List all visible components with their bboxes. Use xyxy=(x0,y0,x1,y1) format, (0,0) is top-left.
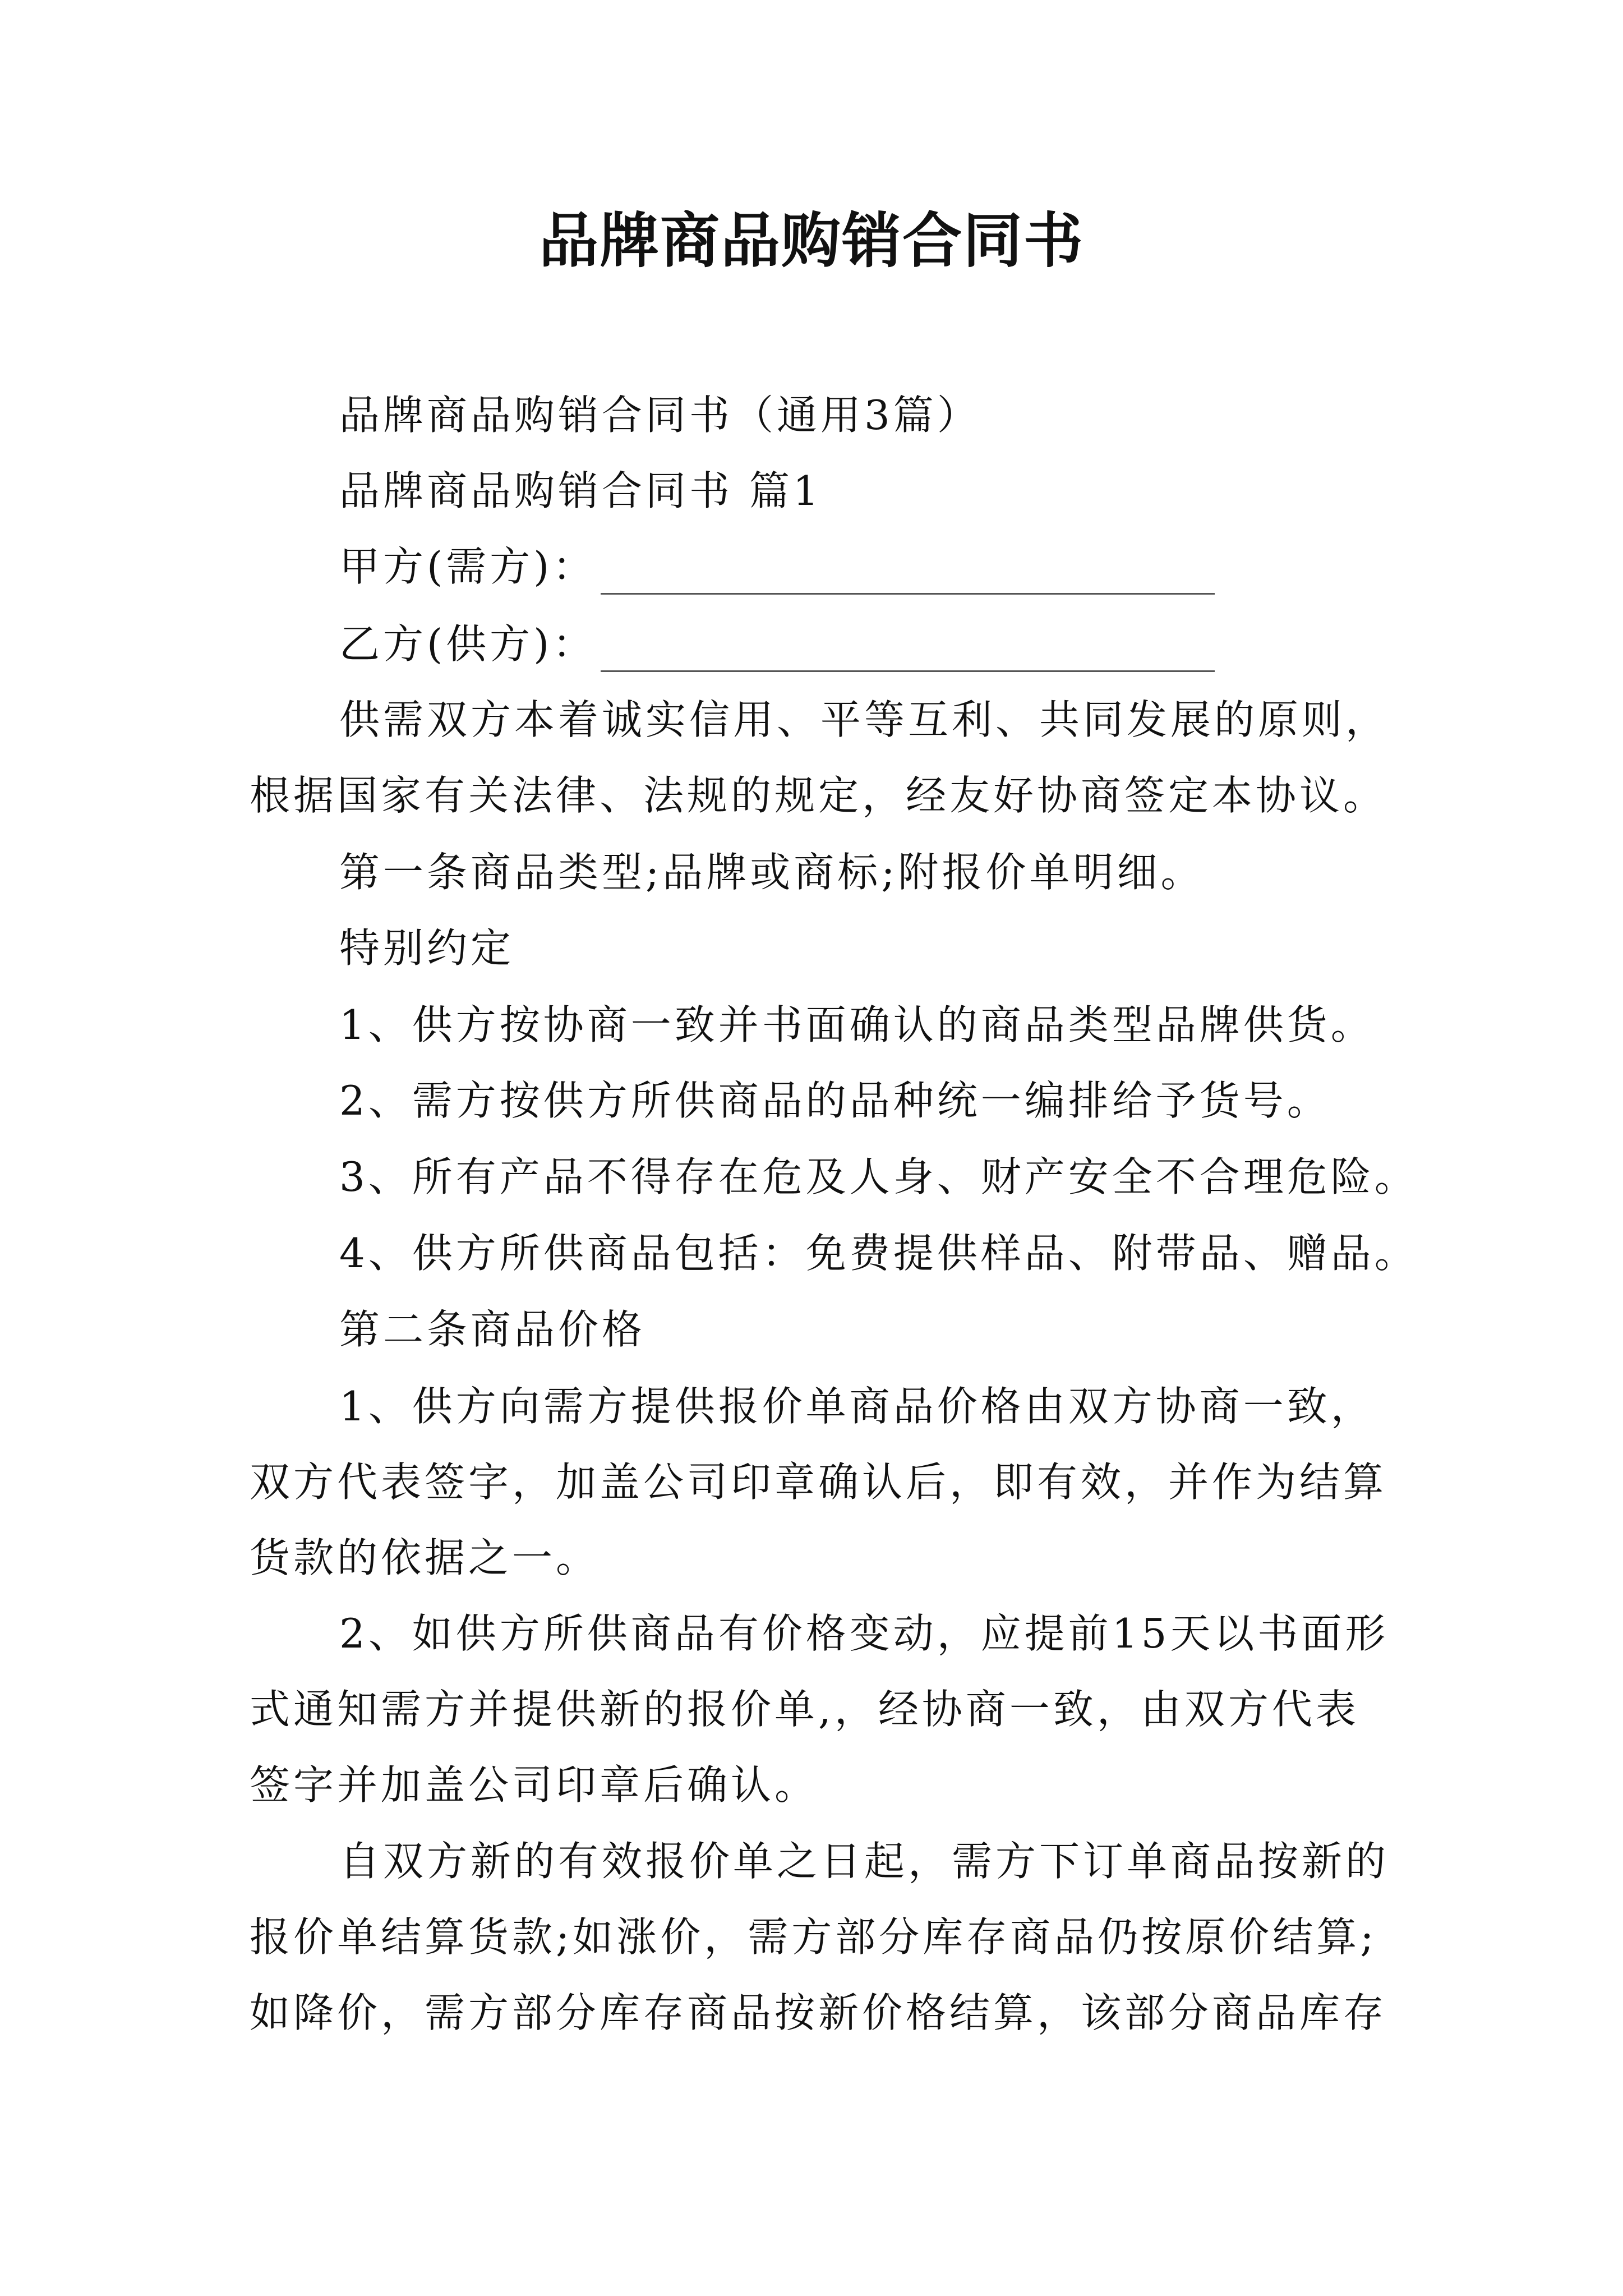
subtitle: 品牌商品购销合同书（通用3篇） xyxy=(339,392,981,439)
special-item-3: 3、所有产品不得存在危及人身、财产安全不合理危险。 xyxy=(339,1153,1418,1200)
intro-line-2: 根据国家有关法律、法规的规定，经友好协商签定本协议。 xyxy=(250,772,1387,819)
price-para-3-line-2: 报价单结算货款;如涨价，需方部分库存商品仍按原价结算; xyxy=(250,1913,1377,1961)
party-b-blank xyxy=(601,634,1215,672)
special-item-4: 4、供方所供商品包括：免费提供样品、附带品、赠品。 xyxy=(339,1230,1418,1277)
article-1: 第一条商品类型;品牌或商标;附报价单明细。 xyxy=(339,849,1205,896)
party-a-label: 甲方(需方)： xyxy=(339,543,597,590)
document-title: 品牌商品购销合同书 xyxy=(539,206,1084,275)
price-para-2-line-1: 2、如供方所供商品有价格变动，应提前15天以书面形 xyxy=(339,1610,1389,1657)
section-heading: 品牌商品购销合同书 篇1 xyxy=(339,467,822,514)
price-para-1-line-1: 1、供方向需方提供报价单商品价格由双方协商一致， xyxy=(339,1383,1375,1430)
article-2: 第二条商品价格 xyxy=(339,1306,646,1353)
price-para-3-line-1: 自双方新的有效报价单之日起，需方下订单商品按新的 xyxy=(339,1838,1390,1885)
party-a-line xyxy=(339,539,1215,595)
special-item-2: 2、需方按供方所供商品的品种统一编排给予货号。 xyxy=(339,1077,1331,1124)
party-b-line xyxy=(339,616,1215,672)
intro-line-1: 供需双方本着诚实信用、平等互利、共同发展的原则， xyxy=(339,696,1390,743)
party-a-blank xyxy=(601,557,1215,595)
price-para-2-line-2: 式通知需方并提供新的报价单,，经协商一致，由双方代表 xyxy=(250,1686,1359,1733)
price-para-1-line-3: 货款的依据之一。 xyxy=(250,1534,600,1581)
special-terms-heading: 特别约定 xyxy=(339,924,515,972)
party-b-label: 乙方(供方)： xyxy=(339,620,597,668)
special-item-1: 1、供方按协商一致并书面确认的商品类型品牌供货。 xyxy=(339,1001,1375,1048)
price-para-1-line-2: 双方代表签字，加盖公司印章确认后，即有效，并作为结算 xyxy=(250,1458,1387,1506)
price-para-3-line-3: 如降价，需方部分库存商品按新价格结算，该部分商品库存 xyxy=(250,1989,1387,2036)
price-para-2-line-3: 签字并加盖公司印章后确认。 xyxy=(250,1761,819,1809)
